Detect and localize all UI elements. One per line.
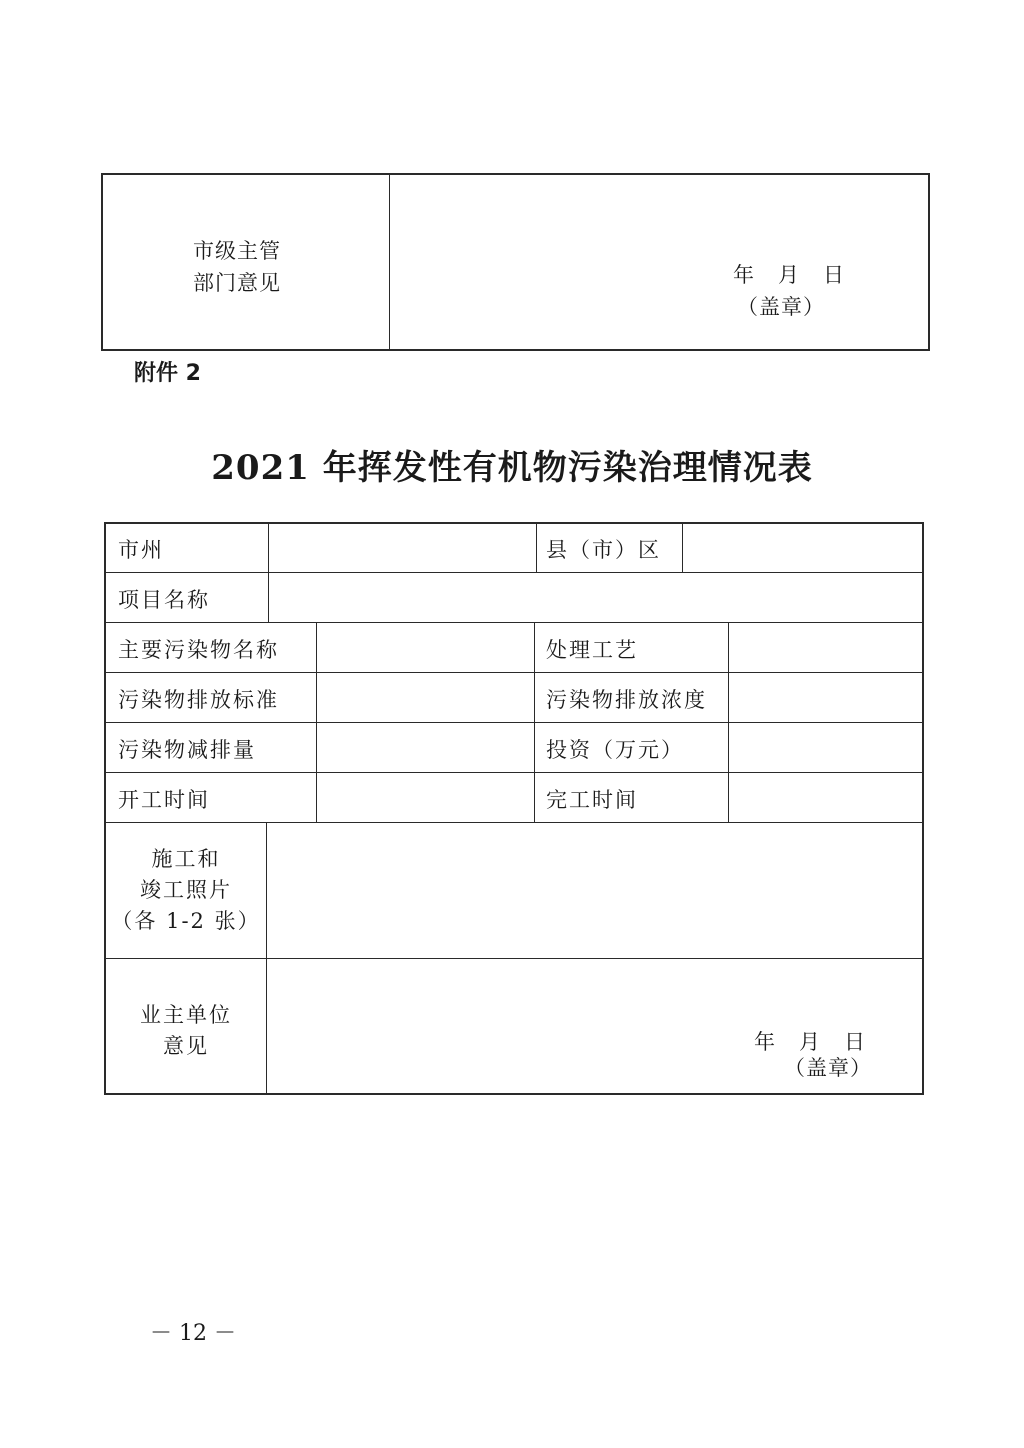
city-label: 市州 — [118, 538, 164, 562]
row-divider — [106, 958, 922, 959]
dept-seal: （盖章） — [737, 295, 825, 319]
row-divider — [106, 622, 922, 623]
photos-label-line1: 施工和 — [151, 847, 221, 871]
dept-opinion-table — [101, 173, 930, 351]
attachment-label: 附件 2 — [134, 361, 201, 386]
col-divider — [682, 524, 683, 572]
row-divider — [106, 772, 922, 773]
voc-form-table — [104, 522, 924, 1095]
col-divider — [728, 622, 729, 822]
table-divider — [389, 175, 390, 349]
owner-opinion-label — [106, 1000, 266, 1062]
county-label: 县（市）区 — [546, 538, 661, 562]
dept-opinion-label-line2: 部门意见 — [193, 271, 281, 295]
row-divider — [106, 722, 922, 723]
owner-opinion-line2: 意见 — [163, 1034, 209, 1058]
dept-date: 年 月 日 — [733, 263, 846, 287]
end-time-label: 完工时间 — [546, 788, 638, 812]
emission-concentration-label: 污染物排放浓度 — [546, 688, 707, 712]
main-pollutant-label: 主要污染物名称 — [118, 638, 279, 662]
photos-label — [106, 844, 266, 937]
start-time-label: 开工时间 — [118, 788, 210, 812]
dept-opinion-label-line1: 市级主管 — [193, 239, 281, 263]
owner-seal: （盖章） — [784, 1056, 872, 1080]
emission-reduction-label: 污染物减排量 — [118, 738, 256, 762]
owner-opinion-line1: 业主单位 — [140, 1003, 232, 1027]
row-divider — [106, 572, 922, 573]
row-divider — [106, 822, 922, 823]
emission-standard-label: 污染物排放标准 — [118, 688, 279, 712]
col-divider — [268, 524, 269, 572]
owner-date: 年 月 日 — [754, 1030, 867, 1054]
row-divider — [106, 672, 922, 673]
page-number: － 12 － — [150, 1321, 236, 1346]
investment-label: 投资（万元） — [546, 738, 684, 762]
project-name-label: 项目名称 — [118, 588, 210, 612]
col-divider — [536, 524, 537, 572]
col-divider — [534, 622, 535, 822]
col-divider — [316, 622, 317, 822]
photos-label-line2: 竣工照片 — [140, 878, 232, 902]
photos-label-line3: （各 1-2 张） — [111, 909, 261, 933]
col-divider — [268, 572, 269, 622]
col-divider — [266, 822, 267, 1093]
process-label: 处理工艺 — [546, 638, 638, 662]
page-title: 2021 年挥发性有机物污染治理情况表 — [211, 448, 813, 488]
dept-opinion-label — [193, 235, 281, 299]
